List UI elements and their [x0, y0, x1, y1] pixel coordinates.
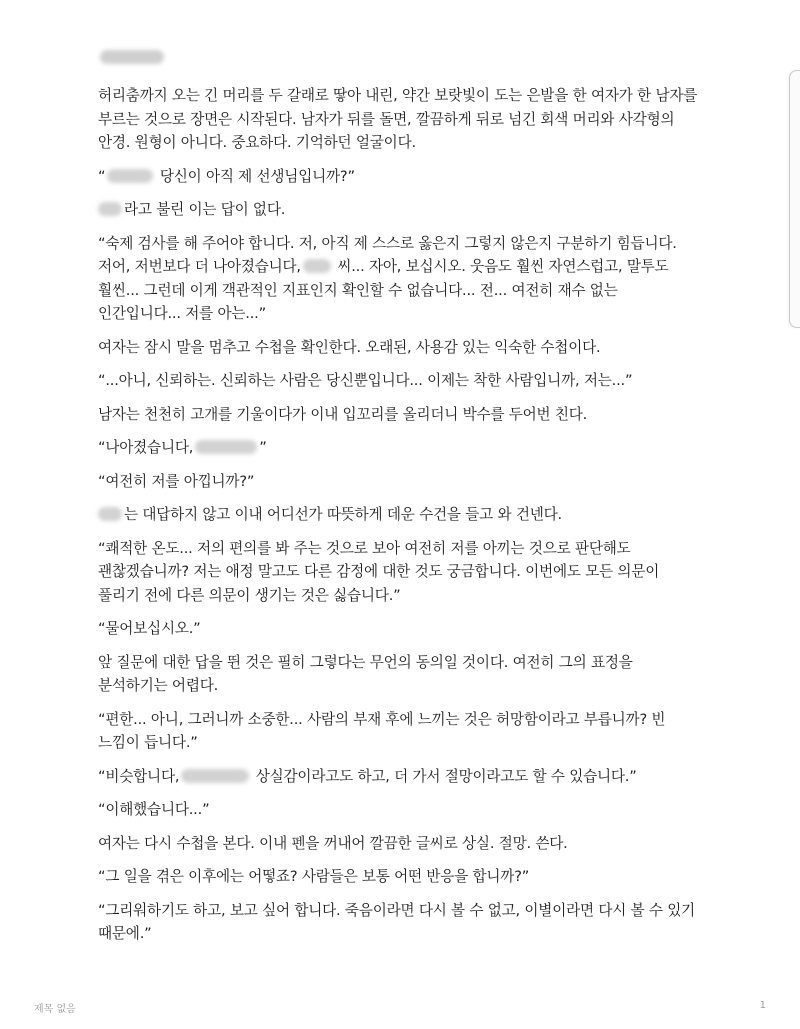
paragraph: “숙제 검사를 해 주어야 합니다. 저, 아직 제 스스로 옳은지 그렇지 않은지 구분하기 힘듭니다. 저어, 저번보다 더 나아졌습니다, 씨... 자아, 보십시오. 웃음도 훨씬 자연스럽고, 말투도 훨씬... 그런데 이게 객관적인 지표인지 확인할 수 없습니다... 전... 여전히 재수 없는 인간입니다... 저를 아는...”	[98, 234, 677, 322]
paragraph: “...아니, 신뢰하는. 신뢰하는 사람은 당신뿐입니다... 이제는 착한 사람입니까, 저는...”	[98, 372, 633, 389]
footer-page-number: 1	[759, 1000, 766, 1011]
paragraph: “그리워하기도 하고, 보고 싶어 합니다. 죽음이라면 다시 볼 수 없고, 이별이라면 다시 볼 수 있기 때문에.”	[98, 901, 696, 942]
paragraph: 앞 질문에 대한 답을 뛴 것은 필히 그렇다는 무언의 동의일 것이다. 여전히 그의 표정을 분석하기는 어렵다.	[98, 653, 633, 694]
paragraph: “여전히 저를 아낍니까?”	[98, 472, 255, 490]
paragraph: 남자는 천천히 고개를 기울이다가 이내 입꼬리를 올리더니 박수를 두어번 친다.	[98, 405, 588, 423]
paragraph: “그 일을 겪은 이후에는 어떻죠? 사람들은 보통 어떤 반응을 합니까?”	[98, 868, 530, 885]
paragraph: 여자는 다시 수첩을 본다. 이내 펜을 꺼내어 깔끔한 글씨로 상실. 절망. 쓴다.	[98, 834, 568, 852]
redacted-name	[303, 259, 331, 273]
redacted-name	[98, 507, 122, 521]
paragraph: 여자는 잠시 말을 멈추고 수첩을 확인한다. 오래된, 사용감 있는 익숙한 수첩이다.	[98, 338, 601, 356]
footer-document-title: 제목 없음	[34, 1004, 76, 1015]
scrollbar[interactable]	[789, 70, 800, 328]
paragraph: “쾌적한 온도... 저의 편의를 봐 주는 것으로 보아 여전히 저를 아끼는 것으로 판단해도 괜찮겠습니까? 저는 애정 말고도 다른 감정에 대한 것도 궁금합니다. 이번에도 모든 의문이 풀리기 전에 다른 의문이 생기는 것은 싫습니다.”	[98, 539, 660, 604]
redacted-name	[98, 202, 122, 216]
redacted-name	[181, 769, 249, 783]
redacted-name	[195, 440, 257, 454]
paragraph: 허리춤까지 오는 긴 머리를 두 갈래로 땋아 내린, 약간 보랏빛이 도는 은발을 한 여자가 한 남자를 부르는 것으로 장면은 시작된다. 남자가 뒤를 돌면, 깔끔하게 뒤로 넘긴 회색 머리와 사각형의 안경. 원형이 아니다. 중요하다. 기억하던 얼굴이다.	[98, 87, 698, 151]
paragraph: “이해했습니다...”	[98, 801, 210, 818]
redacted-name	[107, 169, 153, 183]
paragraph: “비슷합니다, 상실감이라고도 하고, 더 가서 절망이라고도 할 수 있습니다.”	[98, 767, 637, 785]
document-body	[98, 84, 704, 956]
paragraph: “ 당신이 아직 제 선생님입니까?”	[98, 167, 355, 185]
paragraph: “편한... 아니, 그러니까 소중한... 사람의 부재 후에 느끼는 것은 허망함이라고 부릅니까? 빈 느낌이 듭니다.”	[98, 710, 666, 751]
paragraph: 라고 불린 이는 답이 없다.	[98, 198, 704, 222]
paragraph: 는 대답하지 않고 이내 어디선가 따뜻하게 데운 수건을 들고 와 건넨다.	[98, 503, 704, 527]
redacted-header	[100, 50, 164, 64]
paragraph: “나아졌습니다, ”	[98, 439, 267, 456]
paragraph: “물어보십시오.”	[98, 620, 201, 637]
